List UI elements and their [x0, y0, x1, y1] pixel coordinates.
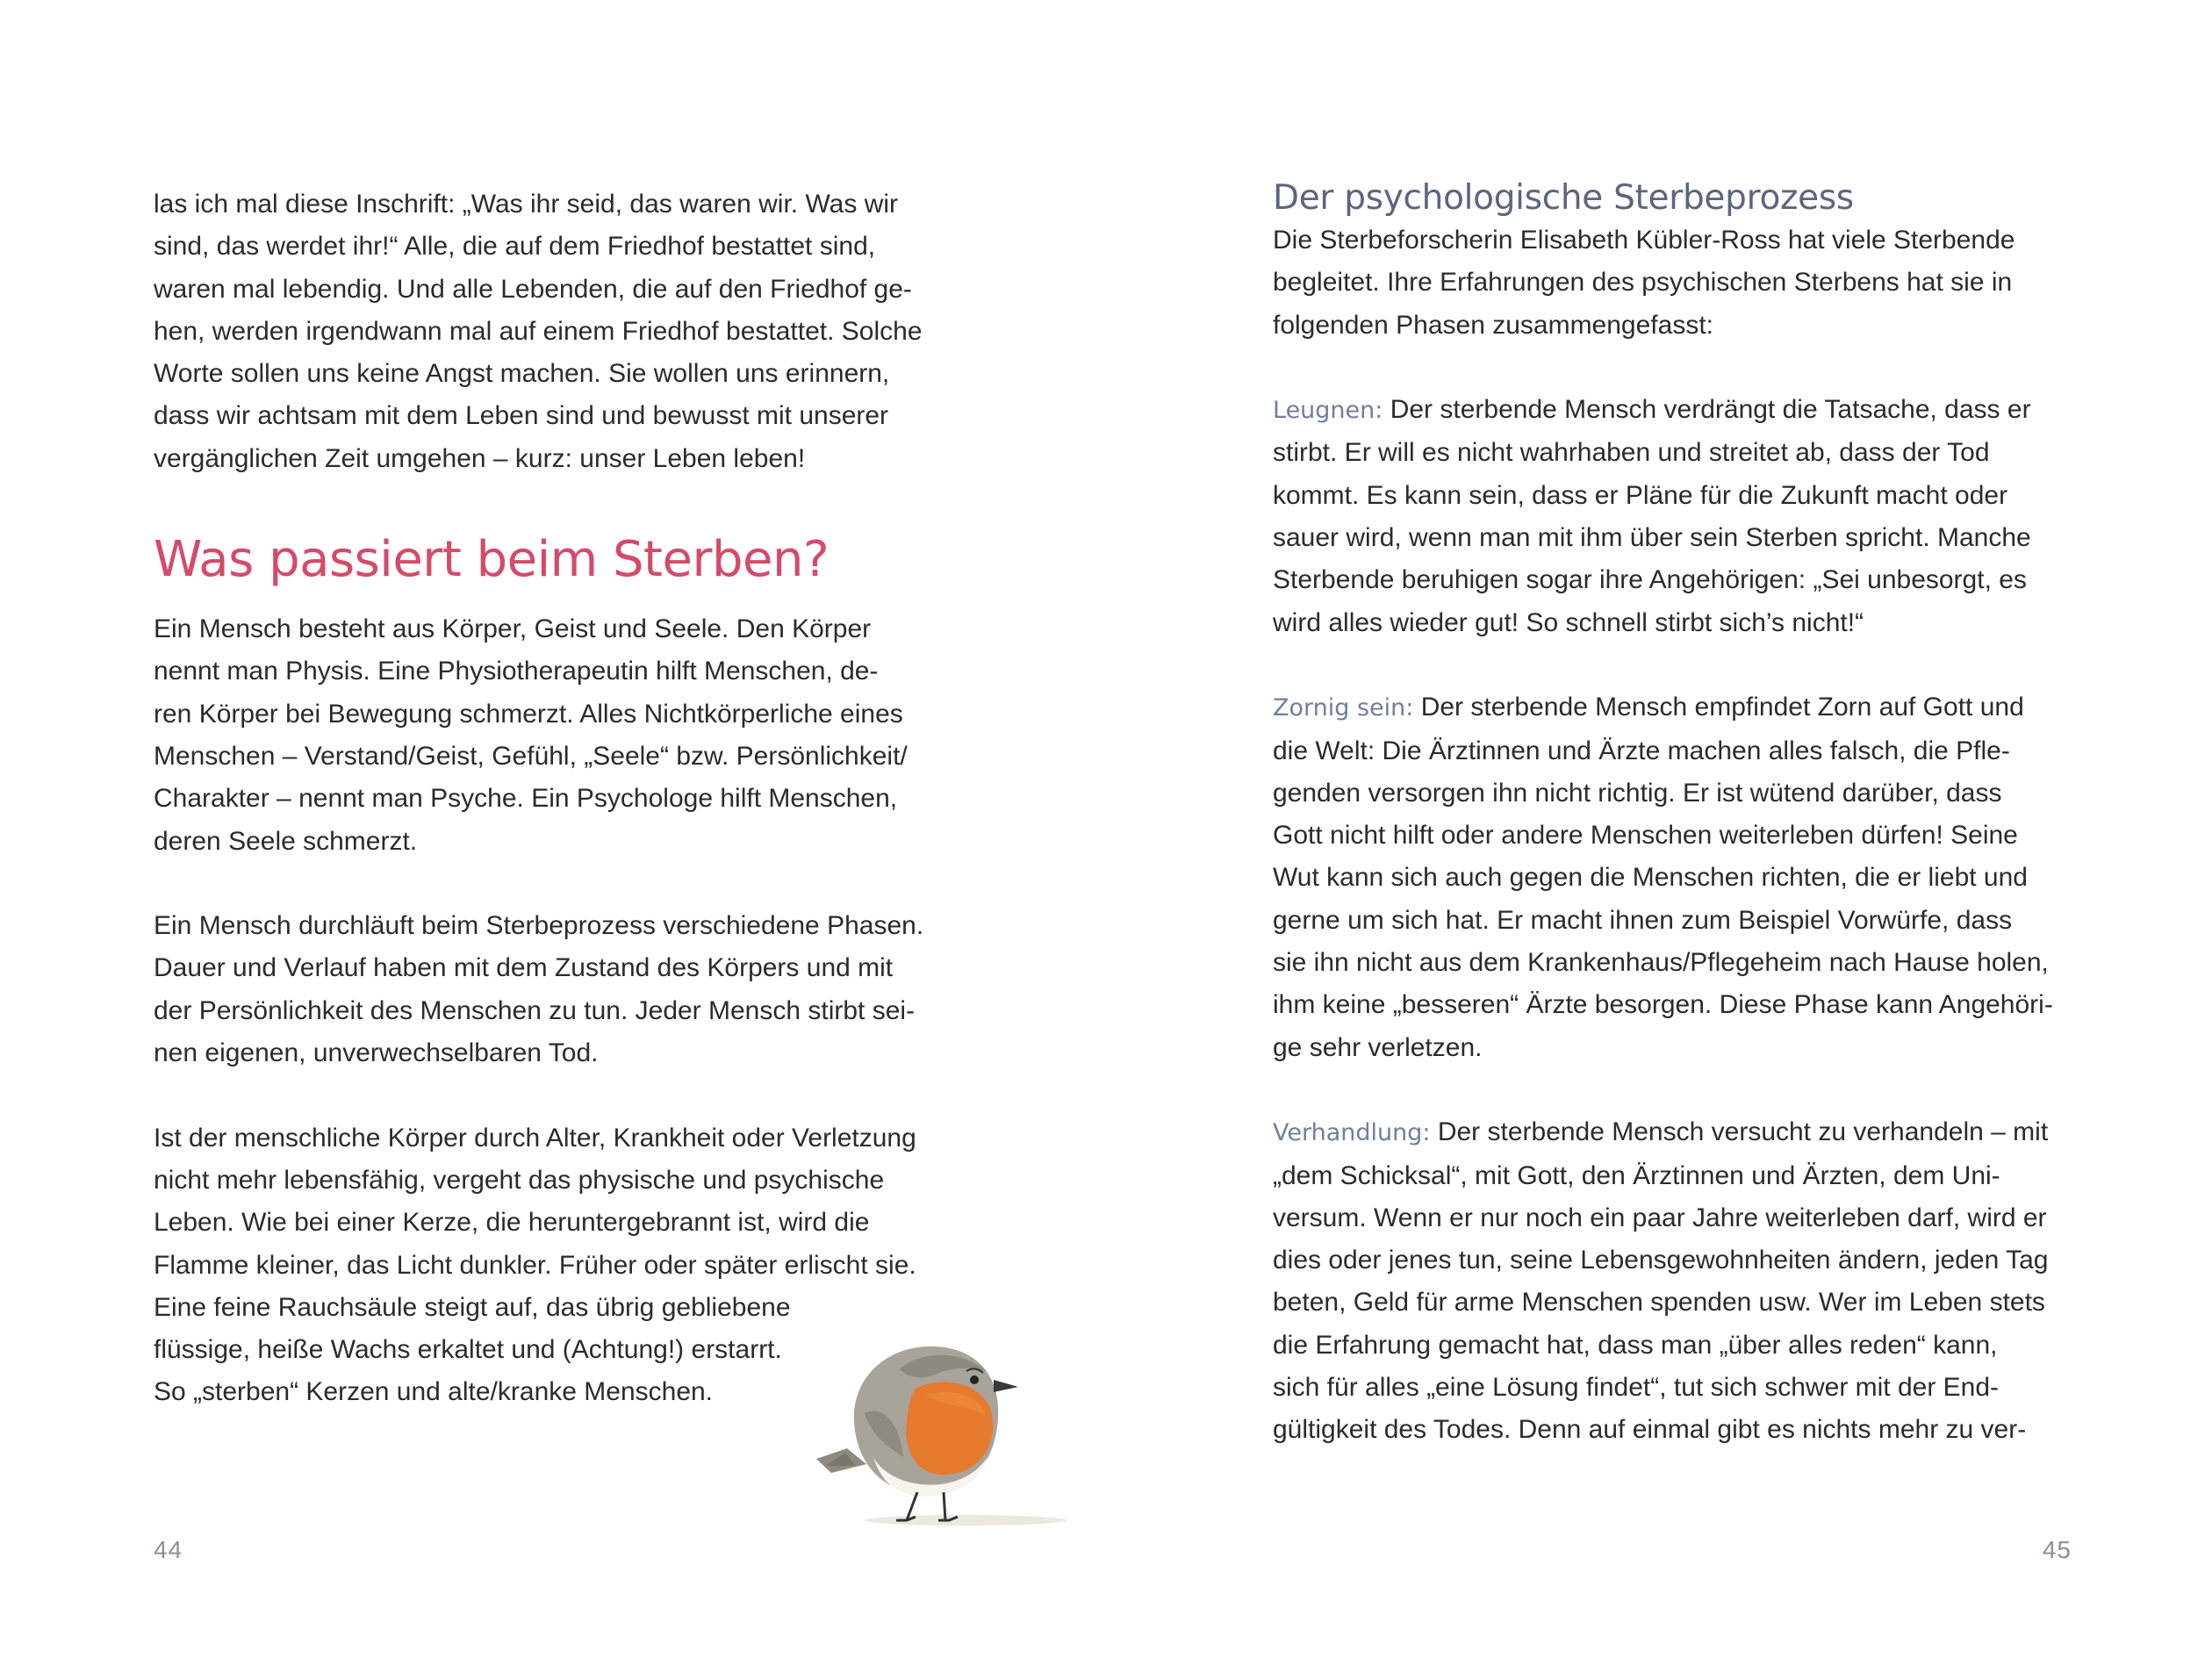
page-number-left: 44 [154, 1536, 183, 1563]
right-text-column [1273, 178, 2102, 1452]
section-heading: Was passiert beim Sterben? [154, 531, 830, 589]
body-paragraph-1: Ein Mensch besteht aus Körper, Geist und Seele. Den Körper nennt man Physis. Eine Physiotherapeutin hilft Menschen, de- ren Körper bei Bewegung schmerzt. Alles Nichtkörperliche eines Menschen – Verstand/Geist, Gefühl, „Seele“ bzw. Persönlichkeit/ Charakter – nennt man Psyche. Ein Psychologe hilft Menschen, deren Seele schmerzt. [154, 614, 908, 856]
phase-leugnen-text: Der sterbende Mensch verdrängt die Tatsache, dass er stirbt. Er will es nicht wahrhaben und streitet ab, dass der Tod kommt. Es kann sein, dass er Pläne für die Zukunft macht oder sauer wird, wenn man mit ihm über sein Sterben spricht. Manche Sterbende beruhigen sogar ihre Angehörigen: „Sei unbesorgt, es wird alles wieder gut! So schnell stirbt sich’s nicht!“ [1273, 395, 2031, 637]
left-text-column [154, 183, 974, 1414]
right-intro-paragraph: Die Sterbeforscherin Elisabeth Kübler-Ross hat viele Sterbende begleitet. Ihre Erfahrungen des psychischen Sterbens hat sie in folgenden Phasen zusammengefasst: [1273, 226, 2015, 340]
robin-bird-icon [812, 1325, 1075, 1536]
phase-zornig-paragraph [1273, 686, 2102, 1069]
phase-verhandlung-label: Verhandlung: [1273, 1119, 1431, 1147]
body-paragraph-3: Ist der menschliche Körper durch Alter, Krankheit oder Verletzung nicht mehr lebensfähig, vergeht das physische und psychische Leben. Wie bei einer Kerze, die heruntergebrannt ist, wird die Flamme kleiner, das Licht dunkler. Früher oder später erlischt sie. Eine feine Rauchsäule steigt auf, das übrig gebliebene flüssige, heiße Wachs erkaltet und (Achtung!) erstarrt. So „sterben“ Kerzen und alte/kranke Menschen. [154, 1123, 916, 1407]
body-paragraph-2: Ein Mensch durchläuft beim Sterbeprozess verschiedene Phasen. Dauer und Verlauf haben mit dem Zustand des Körpers und mit der Persönlichkeit des Menschen zu tun. Jeder Mensch stirbt sei- nen eigenen, unverwechselbaren Tod. [154, 911, 924, 1068]
phase-verhandlung-paragraph [1273, 1111, 2102, 1451]
page-number-right: 45 [2042, 1536, 2072, 1563]
subsection-heading: Der psychologische Sterbeprozess [1273, 178, 1854, 218]
phase-zornig-label: Zornig sein: [1273, 694, 1414, 722]
phase-leugnen-paragraph [1273, 389, 2102, 644]
left-intro-paragraph: las ich mal diese Inschrift: „Was ihr seid, das waren wir. Was wir sind, das werdet ihr!“ Alle, die auf dem Friedhof bestattet sind, waren mal lebendig. Und alle Lebenden, die auf den Friedhof ge- hen, werden irgendwann mal auf einem Friedhof bestattet. Solche Worte sollen uns keine Angst machen. Sie wollen uns erinnern, dass wir achtsam mit dem Leben sind und bewusst mit unserer vergänglichen Zeit umgehen – kurz: unser Leben leben! [154, 190, 923, 473]
phase-verhandlung-text: Der sterbende Mensch versucht zu verhandeln – mit „dem Schicksal“, mit Gott, den Ärztinnen und Ärzten, dem Uni- versum. Wenn er nur noch ein paar Jahre weiterleben darf, wird er dies oder jenes tun, seine Lebensgewohnheiten ändern, jeden Tag beten, Geld für arme Menschen spenden usw. Wer im Leben stets die Erfahrung gemacht hat, dass man „über alles reden“ kann, sich für alles „eine Lösung findet“, tut sich schwer mit der End- gültigkeit des Todes. Denn auf einmal gibt es nichts mehr zu ver- [1273, 1117, 2049, 1445]
phase-leugnen-label: Leugnen: [1273, 397, 1383, 425]
right-page [1106, 0, 2212, 1659]
phase-zornig-text: Der sterbende Mensch empfindet Zorn auf Gott und die Welt: Die Ärztinnen und Ärzte machen alles falsch, die Pfle- genden versorgen ihn nicht richtig. Er ist wütend darüber, dass Gott nicht hilft oder andere Menschen weiterleben dürfen! Seine Wut kann sich auch gegen die Menschen richten, die er liebt und gerne um sich hat. Er macht ihnen zum Beispiel Vorwürfe, dass sie ihn nicht aus dem Krankenhaus/Pflegeheim nach Hause holen, ihm keine „besseren“ Ärzte besorgen. Diese Phase kann Angehöri- ge sehr verletzen. [1273, 693, 2053, 1062]
